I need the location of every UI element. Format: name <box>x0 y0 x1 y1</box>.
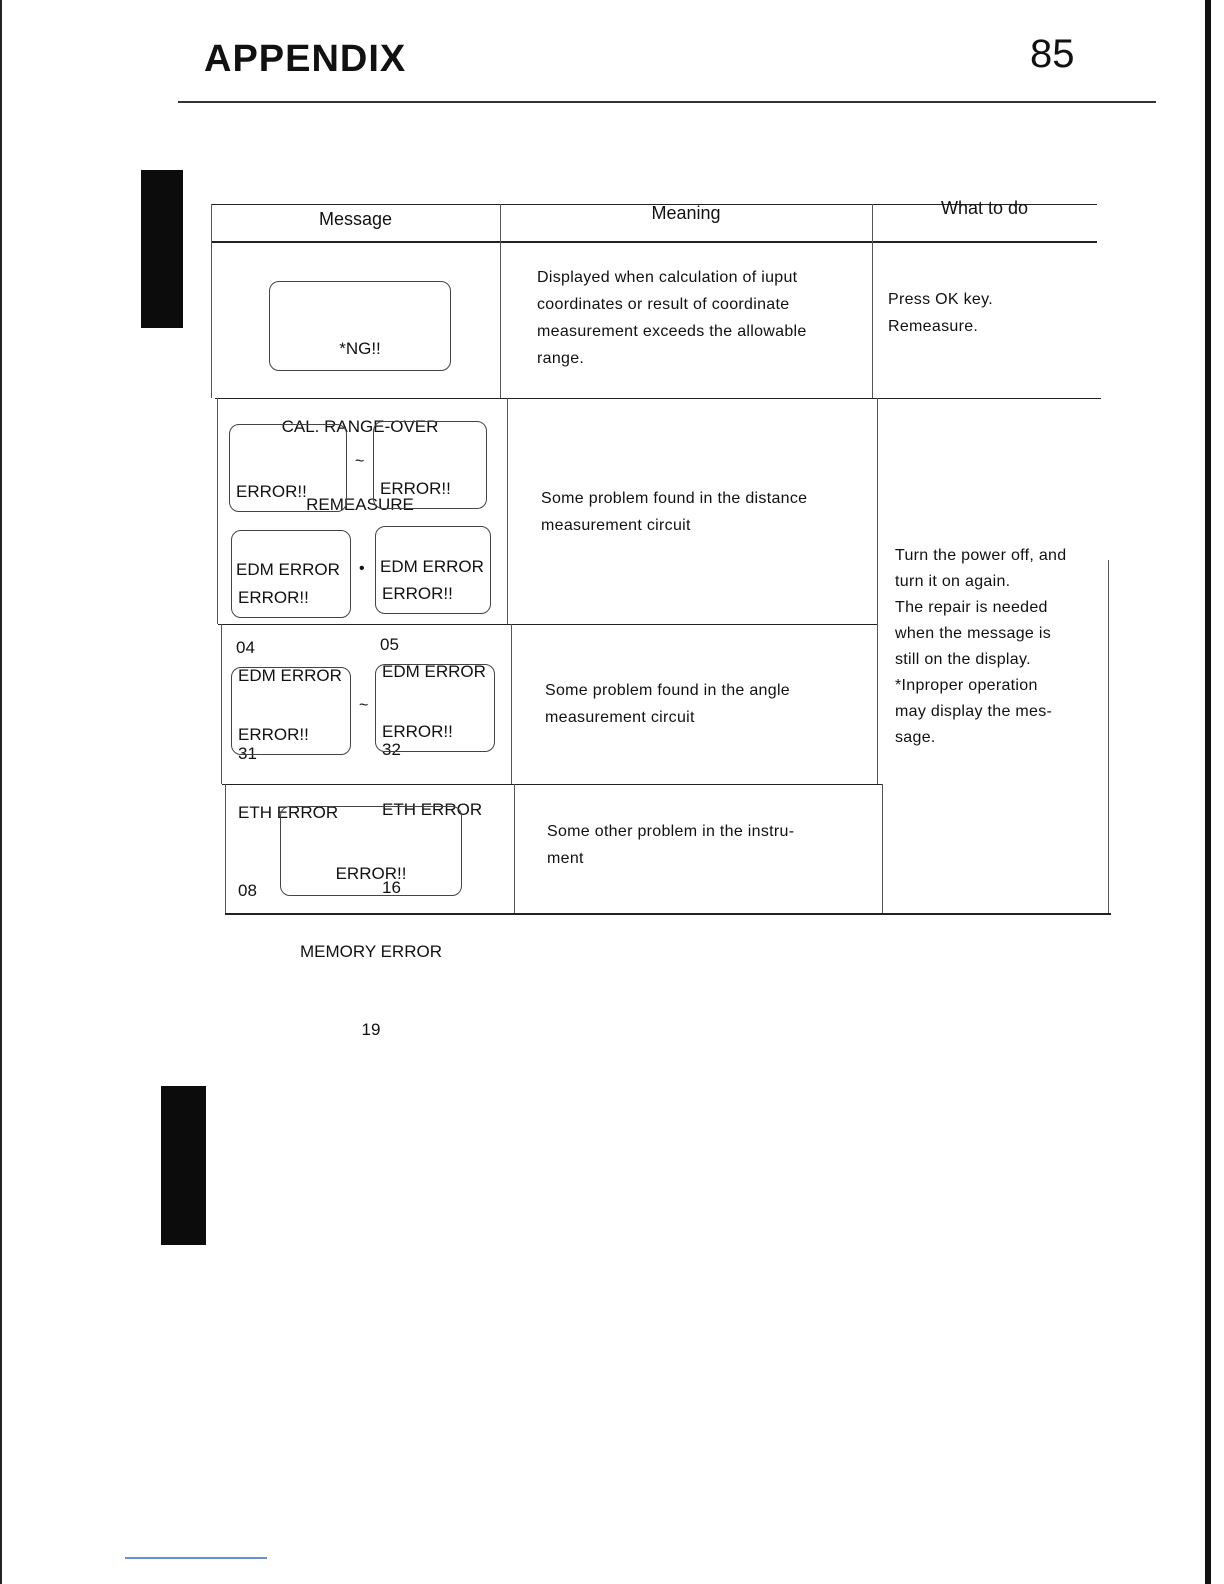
text-line: Displayed when calculation of iuput <box>537 269 798 286</box>
display-line: ETH ERROR <box>382 800 483 819</box>
col-divider-1c <box>511 624 512 784</box>
text-line: Some problem found in the angle <box>545 682 791 699</box>
right-page-edge <box>1205 0 1211 1584</box>
display-line: EDM ERROR <box>382 662 486 681</box>
text-line: may display the mes- <box>895 703 1053 720</box>
text-line: Some other problem in the instru- <box>547 823 795 840</box>
thumb-index-tab-lower <box>161 1086 206 1245</box>
col-divider-2a <box>872 204 873 398</box>
column-header-message: Message <box>318 209 393 229</box>
text-line: sage. <box>895 729 936 746</box>
column-header-what-to-do: What to do <box>940 198 1029 218</box>
display-line: ERROR!! <box>382 584 453 603</box>
display-line: *NG!! <box>339 339 381 358</box>
display-edm-error-04 <box>229 424 347 657</box>
display-line: 32 <box>382 740 401 759</box>
list-separator: • <box>359 560 365 577</box>
table-left-rule-2 <box>217 398 218 624</box>
display-eth-error-08 <box>231 667 351 900</box>
text-line: range. <box>537 350 585 367</box>
text-line: *Inproper operation <box>895 677 1038 694</box>
display-line: EDM ERROR <box>236 560 340 579</box>
meaning-edm-error <box>541 485 861 539</box>
action-turn-power-off <box>895 543 1095 751</box>
left-page-edge <box>0 0 2 1584</box>
display-line: ERROR!! <box>236 482 307 501</box>
table-header-rule <box>211 241 1097 243</box>
text-line: The repair is needed <box>895 599 1048 616</box>
display-line: REMEASURE <box>306 495 414 514</box>
page-title: APPENDIX <box>204 38 407 80</box>
action-cal-range-over <box>888 286 1088 340</box>
range-separator: ~ <box>355 453 365 470</box>
table-right-rule <box>1108 560 1109 913</box>
text-line: Press OK key. <box>888 291 993 308</box>
meaning-cal-range-over <box>537 264 857 372</box>
col-divider-2c <box>882 784 883 913</box>
col-divider-1a <box>500 204 501 398</box>
display-line: EDM ERROR <box>238 666 342 685</box>
text-line: Some problem found in the distance <box>541 490 808 507</box>
text-line: still on the display. <box>895 651 1031 668</box>
display-eth-error-16 <box>375 664 495 897</box>
text-line: measurement circuit <box>545 709 695 726</box>
display-line: ERROR!! <box>382 722 453 741</box>
display-line: ERROR!! <box>238 725 309 744</box>
table-left-rule-1 <box>211 204 212 398</box>
display-line: ERROR!! <box>238 588 309 607</box>
text-line: Turn the power off, and <box>895 547 1067 564</box>
meaning-eth-error <box>545 677 865 731</box>
thumb-index-tab-upper <box>141 170 183 328</box>
display-edm-error-05 <box>373 421 487 654</box>
text-line: ment <box>547 850 584 867</box>
display-line: EDM ERROR <box>380 557 484 576</box>
page-number: 85 <box>1030 32 1075 76</box>
display-line: 04 <box>236 638 255 657</box>
display-line: 16 <box>382 878 401 897</box>
col-divider-1d <box>514 784 515 913</box>
display-line: CAL. RANGE-OVER <box>281 417 439 436</box>
display-line: 31 <box>238 744 257 763</box>
header-rule <box>178 101 1156 103</box>
display-line: ERROR!! <box>380 479 451 498</box>
display-line: 05 <box>380 635 399 654</box>
text-line: when the message is <box>895 625 1052 642</box>
column-header-meaning: Meaning <box>651 203 721 223</box>
display-line: 19 <box>361 1020 381 1039</box>
display-line: ETH ERROR <box>238 803 339 822</box>
range-separator: ~ <box>359 697 369 714</box>
col-divider-1b <box>507 398 508 624</box>
display-memory-error-19 <box>280 806 462 1039</box>
meaning-memory-error <box>547 818 867 872</box>
display-line: 08 <box>238 881 257 900</box>
table-left-rule-3 <box>221 624 222 784</box>
display-line: ERROR!! <box>335 864 407 883</box>
table-left-rule-4 <box>225 784 226 913</box>
text-line: Remeasure. <box>888 318 979 335</box>
bottom-underline-mark <box>125 1557 267 1559</box>
text-line: turn it on again. <box>895 573 1011 590</box>
text-line: measurement circuit <box>541 517 691 534</box>
col-divider-2b <box>877 398 878 784</box>
display-line: MEMORY ERROR <box>299 942 442 961</box>
text-line: measurement exceeds the allowable <box>537 323 807 340</box>
text-line: coordinates or result of coordinate <box>537 296 790 313</box>
